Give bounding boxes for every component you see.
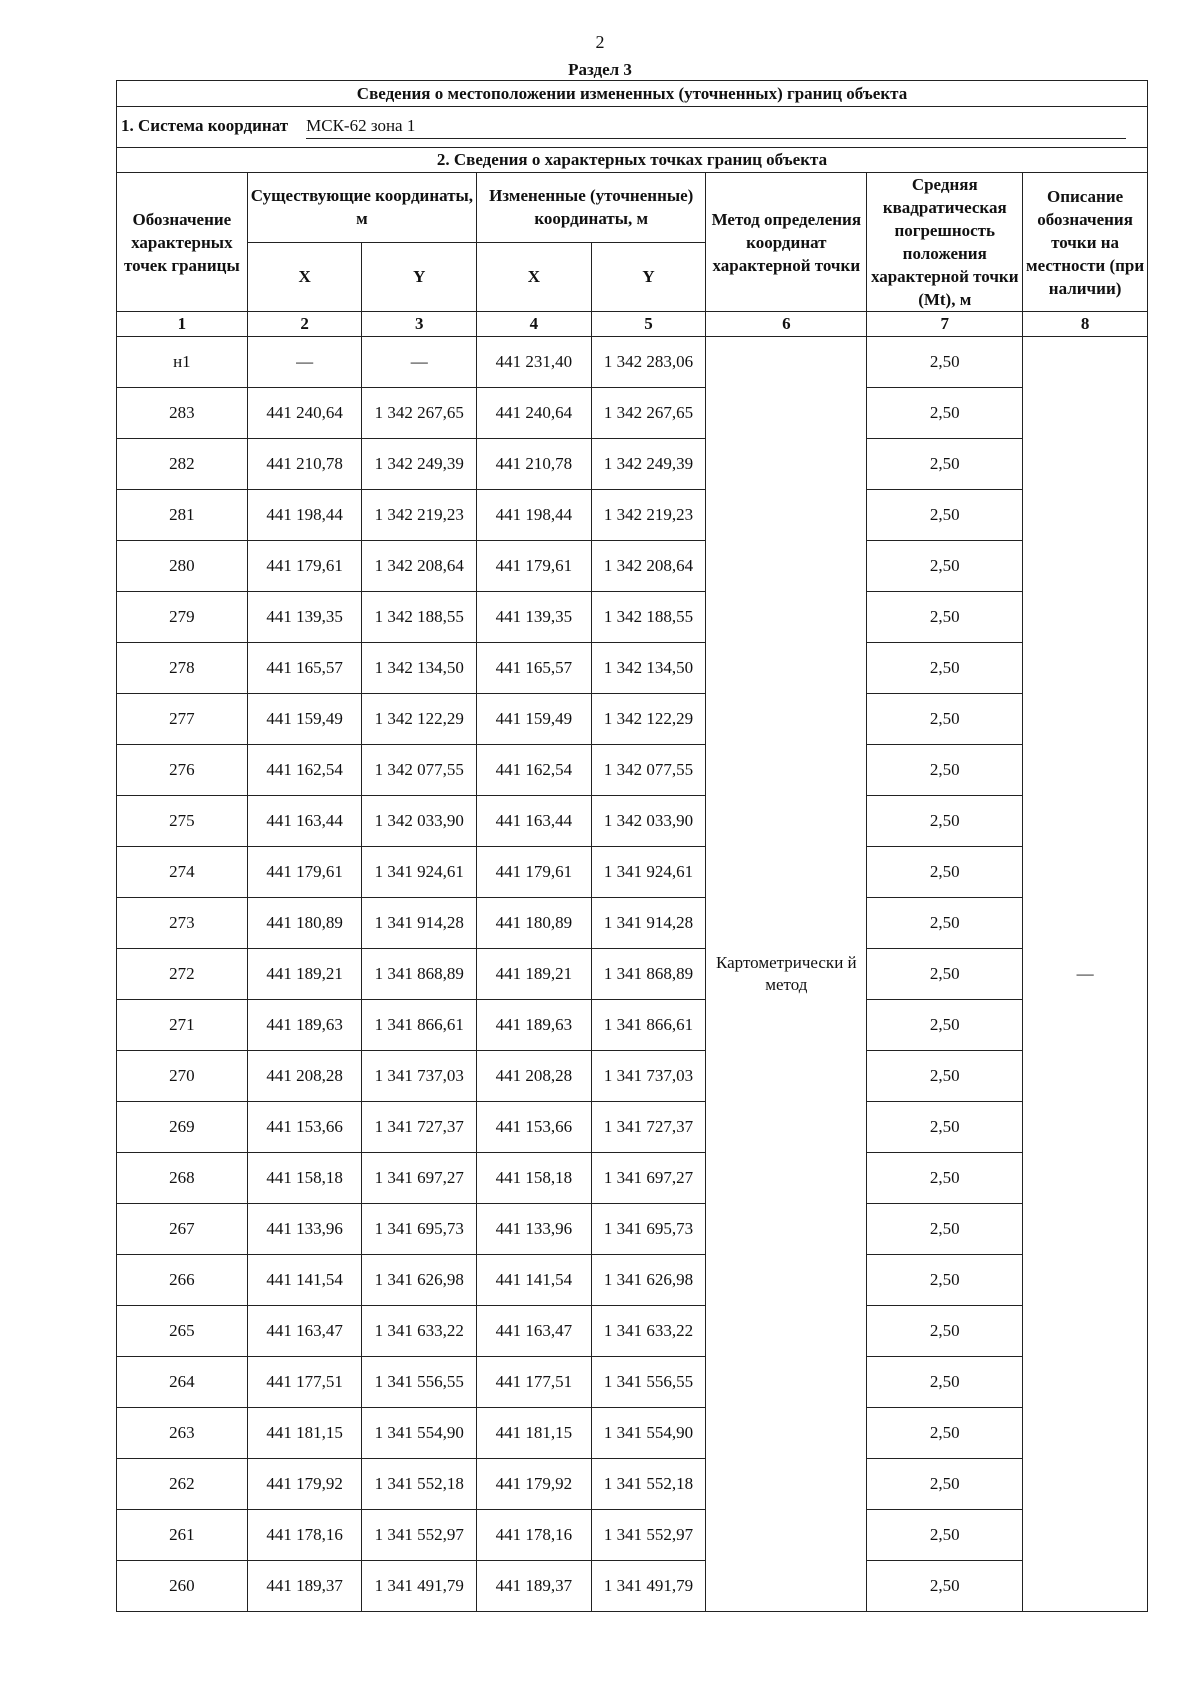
header-method: Метод определения координат характерной точки [706,173,867,312]
mt-cell: 2,50 [867,1153,1023,1204]
mt-cell: 2,50 [867,1255,1023,1306]
existing-x-cell: 441 165,57 [247,643,362,694]
table-row [117,1408,1148,1459]
point-cell: 282 [117,439,248,490]
table-row [117,1510,1148,1561]
coord-system-row [117,107,1148,148]
changed-y-cell: 1 342 134,50 [591,643,706,694]
header-existing-y: Y [362,242,477,312]
existing-y-cell: 1 341 914,28 [362,898,477,949]
existing-y-cell: 1 341 737,03 [362,1051,477,1102]
changed-y-cell: 1 341 552,97 [591,1510,706,1561]
existing-y-cell: 1 341 633,22 [362,1306,477,1357]
table-row [117,694,1148,745]
table-row [117,1204,1148,1255]
existing-y-cell: 1 342 077,55 [362,745,477,796]
existing-x-cell: 441 189,63 [247,1000,362,1051]
changed-y-cell: 1 341 866,61 [591,1000,706,1051]
point-cell: 271 [117,1000,248,1051]
column-number: 2 [247,312,362,337]
changed-y-cell: 1 341 727,37 [591,1102,706,1153]
changed-y-cell: 1 342 283,06 [591,337,706,388]
changed-x-cell: 441 179,92 [477,1459,592,1510]
point-cell: 280 [117,541,248,592]
point-cell: 260 [117,1561,248,1612]
point-cell: 267 [117,1204,248,1255]
changed-x-cell: 441 139,35 [477,592,592,643]
existing-x-cell: 441 159,49 [247,694,362,745]
changed-y-cell: 1 342 033,90 [591,796,706,847]
mt-cell: 2,50 [867,1306,1023,1357]
changed-y-cell: 1 341 914,28 [591,898,706,949]
existing-x-cell: 441 240,64 [247,388,362,439]
column-number: 7 [867,312,1023,337]
existing-x-cell: 441 162,54 [247,745,362,796]
column-number: 1 [117,312,248,337]
table-row [117,541,1148,592]
point-cell: 270 [117,1051,248,1102]
table-row [117,592,1148,643]
existing-x-cell: 441 208,28 [247,1051,362,1102]
changed-x-cell: 441 198,44 [477,490,592,541]
point-cell: 278 [117,643,248,694]
existing-y-cell: 1 342 033,90 [362,796,477,847]
existing-x-cell: 441 179,92 [247,1459,362,1510]
changed-y-cell: 1 342 208,64 [591,541,706,592]
column-number: 5 [591,312,706,337]
table-row [117,490,1148,541]
existing-x-cell: 441 177,51 [247,1357,362,1408]
header-changed-coords: Измененные (уточненные) координаты, м [477,173,706,243]
existing-x-cell: 441 178,16 [247,1510,362,1561]
header-existing-coords: Существующие координаты, м [247,173,476,243]
existing-y-cell: 1 341 554,90 [362,1408,477,1459]
changed-y-cell: 1 342 267,65 [591,388,706,439]
table-row [117,949,1148,1000]
existing-x-cell: 441 179,61 [247,541,362,592]
column-number: 8 [1023,312,1148,337]
mt-cell: 2,50 [867,1561,1023,1612]
existing-x-cell: 441 210,78 [247,439,362,490]
existing-y-cell: 1 341 697,27 [362,1153,477,1204]
column-number: 3 [362,312,477,337]
changed-x-cell: 441 240,64 [477,388,592,439]
changed-x-cell: 441 165,57 [477,643,592,694]
table-row [117,1153,1148,1204]
existing-y-cell: 1 341 552,97 [362,1510,477,1561]
existing-x-cell: 441 133,96 [247,1204,362,1255]
table-row [117,1561,1148,1612]
changed-y-cell: 1 341 737,03 [591,1051,706,1102]
table-row [117,1102,1148,1153]
changed-y-cell: 1 342 188,55 [591,592,706,643]
table-row [117,796,1148,847]
existing-y-cell: 1 342 249,39 [362,439,477,490]
changed-x-cell: 441 177,51 [477,1357,592,1408]
mt-cell: 2,50 [867,388,1023,439]
existing-x-cell: 441 163,44 [247,796,362,847]
header-mt-error: Средняя квадратическая погрешность положения характерной точки (Mt), м [867,173,1023,312]
changed-x-cell: 441 133,96 [477,1204,592,1255]
changed-y-cell: 1 341 924,61 [591,847,706,898]
mt-cell: 2,50 [867,337,1023,388]
header-description: Описание обозначения точки на местности (при наличии) [1023,173,1148,312]
changed-y-cell: 1 342 077,55 [591,745,706,796]
table-caption: Сведения о местоположении измененных (уточненных) границ объекта [117,81,1148,107]
changed-x-cell: 441 180,89 [477,898,592,949]
existing-y-cell: 1 341 866,61 [362,1000,477,1051]
point-cell: 277 [117,694,248,745]
table-row [117,1357,1148,1408]
changed-x-cell: 441 189,21 [477,949,592,1000]
table-row [117,439,1148,490]
coord-system-value: МСК-62 зона 1 [306,116,1126,139]
changed-y-cell: 1 341 695,73 [591,1204,706,1255]
header-changed-x: X [477,242,592,312]
existing-y-cell: 1 341 868,89 [362,949,477,1000]
mt-cell: 2,50 [867,643,1023,694]
existing-y-cell: 1 342 122,29 [362,694,477,745]
page-number: 2 [595,32,605,52]
existing-y-cell: 1 341 924,61 [362,847,477,898]
point-cell: 264 [117,1357,248,1408]
mt-cell: 2,50 [867,1510,1023,1561]
existing-y-cell: 1 341 727,37 [362,1102,477,1153]
changed-y-cell: 1 342 249,39 [591,439,706,490]
existing-y-cell: 1 341 695,73 [362,1204,477,1255]
changed-x-cell: 441 141,54 [477,1255,592,1306]
mt-cell: 2,50 [867,1051,1023,1102]
mt-cell: 2,50 [867,541,1023,592]
table-row [117,847,1148,898]
point-cell: 265 [117,1306,248,1357]
header-existing-x: X [247,242,362,312]
boundary-points-table [116,80,1148,1612]
existing-x-cell: 441 141,54 [247,1255,362,1306]
changed-y-cell: 1 341 556,55 [591,1357,706,1408]
point-cell: 266 [117,1255,248,1306]
existing-y-cell: 1 341 556,55 [362,1357,477,1408]
existing-x-cell: 441 180,89 [247,898,362,949]
existing-y-cell: 1 342 267,65 [362,388,477,439]
table-row [117,1306,1148,1357]
point-cell: 263 [117,1408,248,1459]
header-point-designation: Обозначение характерных точек границы [117,173,248,312]
changed-x-cell: 441 210,78 [477,439,592,490]
changed-x-cell: 441 208,28 [477,1051,592,1102]
mt-cell: 2,50 [867,949,1023,1000]
point-cell: 273 [117,898,248,949]
mt-cell: 2,50 [867,1357,1023,1408]
existing-x-cell: 441 189,37 [247,1561,362,1612]
existing-y-cell: 1 341 552,18 [362,1459,477,1510]
existing-y-cell: 1 342 219,23 [362,490,477,541]
changed-y-cell: 1 342 122,29 [591,694,706,745]
table-row [117,388,1148,439]
changed-x-cell: 441 178,16 [477,1510,592,1561]
mt-cell: 2,50 [867,1408,1023,1459]
table-row [117,1000,1148,1051]
existing-y-cell: 1 342 134,50 [362,643,477,694]
changed-y-cell: 1 341 626,98 [591,1255,706,1306]
changed-y-cell: 1 341 697,27 [591,1153,706,1204]
subsection-title: 2. Сведения о характерных точках границ объекта [117,148,1148,173]
existing-x-cell: 441 163,47 [247,1306,362,1357]
mt-cell: 2,50 [867,745,1023,796]
table-row [117,898,1148,949]
existing-x-cell: — [247,337,362,388]
table-row [117,643,1148,694]
existing-y-cell: — [362,337,477,388]
mt-cell: 2,50 [867,490,1023,541]
existing-y-cell: 1 341 626,98 [362,1255,477,1306]
changed-y-cell: 1 341 491,79 [591,1561,706,1612]
changed-x-cell: 441 179,61 [477,541,592,592]
table-row [117,1255,1148,1306]
changed-y-cell: 1 341 633,22 [591,1306,706,1357]
point-cell: н1 [117,337,248,388]
point-cell: 281 [117,490,248,541]
header-changed-y: Y [591,242,706,312]
changed-x-cell: 441 159,49 [477,694,592,745]
point-cell: 272 [117,949,248,1000]
point-cell: 269 [117,1102,248,1153]
mt-cell: 2,50 [867,1204,1023,1255]
point-cell: 276 [117,745,248,796]
existing-y-cell: 1 341 491,79 [362,1561,477,1612]
point-cell: 268 [117,1153,248,1204]
changed-x-cell: 441 158,18 [477,1153,592,1204]
method-cell: Картометрически й метод [706,337,867,1612]
existing-y-cell: 1 342 208,64 [362,541,477,592]
existing-x-cell: 441 139,35 [247,592,362,643]
changed-y-cell: 1 341 868,89 [591,949,706,1000]
point-cell: 279 [117,592,248,643]
coord-system-label: 1. Система координат [121,115,289,135]
description-cell: — [1023,337,1148,1612]
changed-x-cell: 441 163,44 [477,796,592,847]
column-number: 6 [706,312,867,337]
changed-x-cell: 441 231,40 [477,337,592,388]
section-title: Раздел 3 [568,60,632,79]
existing-x-cell: 441 179,61 [247,847,362,898]
mt-cell: 2,50 [867,898,1023,949]
mt-cell: 2,50 [867,439,1023,490]
column-numbers-row [117,312,1148,337]
existing-x-cell: 441 181,15 [247,1408,362,1459]
mt-cell: 2,50 [867,592,1023,643]
changed-x-cell: 441 181,15 [477,1408,592,1459]
changed-x-cell: 441 179,61 [477,847,592,898]
mt-cell: 2,50 [867,796,1023,847]
point-cell: 274 [117,847,248,898]
changed-y-cell: 1 341 552,18 [591,1459,706,1510]
existing-x-cell: 441 198,44 [247,490,362,541]
existing-y-cell: 1 342 188,55 [362,592,477,643]
mt-cell: 2,50 [867,847,1023,898]
changed-x-cell: 441 153,66 [477,1102,592,1153]
mt-cell: 2,50 [867,1000,1023,1051]
changed-x-cell: 441 163,47 [477,1306,592,1357]
table-row [117,745,1148,796]
changed-x-cell: 441 162,54 [477,745,592,796]
table-row [117,1051,1148,1102]
existing-x-cell: 441 189,21 [247,949,362,1000]
mt-cell: 2,50 [867,694,1023,745]
point-cell: 275 [117,796,248,847]
point-cell: 283 [117,388,248,439]
mt-cell: 2,50 [867,1459,1023,1510]
existing-x-cell: 441 158,18 [247,1153,362,1204]
changed-x-cell: 441 189,63 [477,1000,592,1051]
changed-y-cell: 1 341 554,90 [591,1408,706,1459]
table-row [117,1459,1148,1510]
mt-cell: 2,50 [867,1102,1023,1153]
point-cell: 261 [117,1510,248,1561]
column-number: 4 [477,312,592,337]
table-row [117,337,1148,388]
existing-x-cell: 441 153,66 [247,1102,362,1153]
changed-y-cell: 1 342 219,23 [591,490,706,541]
point-cell: 262 [117,1459,248,1510]
changed-x-cell: 441 189,37 [477,1561,592,1612]
